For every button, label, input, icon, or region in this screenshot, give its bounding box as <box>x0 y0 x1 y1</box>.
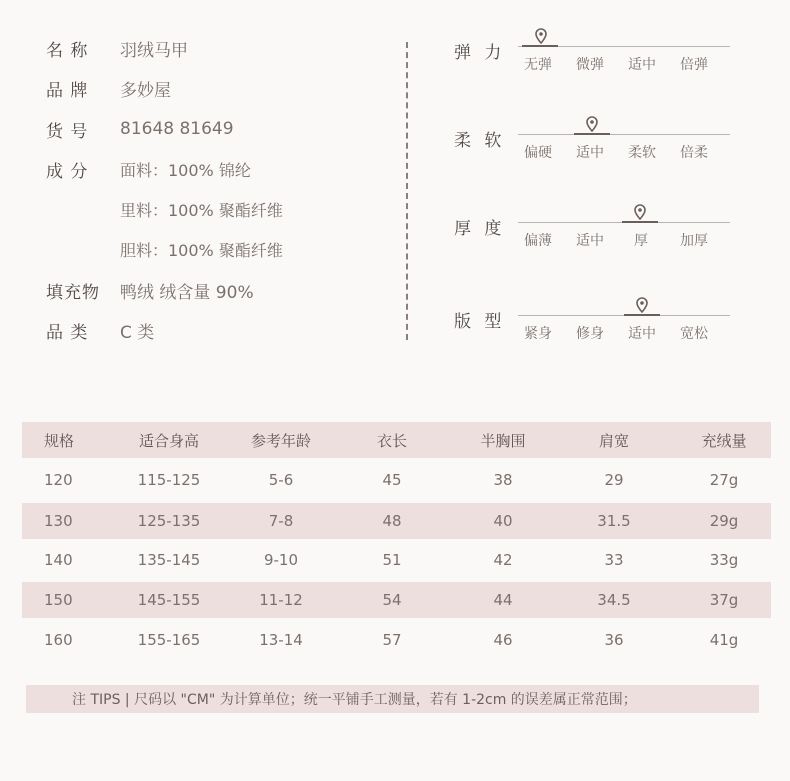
attribute-label: 柔 软 <box>454 131 506 151</box>
table-cell: 38 <box>493 471 513 489</box>
spec-row-lining <box>46 197 283 221</box>
attribute-fit <box>454 307 744 357</box>
table-cell: 5-6 <box>268 471 294 489</box>
option-label: 紧身 <box>524 326 552 342</box>
attribute-label: 弹 力 <box>454 43 506 63</box>
option-label: 修身 <box>576 326 604 342</box>
table-cell: 51 <box>382 551 402 569</box>
location-pin-icon <box>585 116 599 132</box>
spec-label: 成 分 <box>46 161 89 182</box>
table-row <box>22 582 771 618</box>
table-cell: 140 <box>44 551 73 569</box>
table-cell: 48 <box>382 512 402 530</box>
option-label: 适中 <box>628 57 656 73</box>
option-label: 适中 <box>628 326 656 342</box>
table-cell: 130 <box>44 512 73 530</box>
spec-value: C 类 <box>120 322 155 343</box>
table-cell: 34.5 <box>597 591 631 609</box>
spec-value: 面料：100% 锦纶 <box>120 160 251 180</box>
table-cell: 155-165 <box>137 631 201 649</box>
scale-selected-mark <box>622 221 658 223</box>
scale-selected-mark <box>624 314 660 316</box>
option-label: 倍弹 <box>680 57 708 73</box>
spec-row-name <box>46 36 188 60</box>
option-label: 厚 <box>634 233 648 249</box>
table-cell: 11-12 <box>259 591 303 609</box>
attribute-softness <box>454 126 744 176</box>
spec-label: 填充物 <box>46 282 100 303</box>
spec-value: 81648 81649 <box>120 119 234 139</box>
table-cell: 29 <box>604 471 624 489</box>
table-cell: 44 <box>493 591 513 609</box>
option-label: 适中 <box>576 145 604 161</box>
option-label: 柔软 <box>628 145 656 161</box>
table-cell: 40 <box>493 512 513 530</box>
spec-value: 羽绒马甲 <box>120 40 188 61</box>
location-pin-icon <box>534 28 548 44</box>
table-cell: 135-145 <box>137 551 201 569</box>
spec-label: 货 号 <box>46 121 89 142</box>
spec-value: 胆料：100% 聚酯纤维 <box>120 240 283 260</box>
spec-value: 鸭绒 绒含量 90% <box>120 282 254 303</box>
table-cell: 31.5 <box>597 512 631 530</box>
spec-row-brand <box>46 76 171 100</box>
table-header-cell: 肩宽 <box>598 431 630 450</box>
attribute-elasticity <box>454 38 744 88</box>
option-label: 加厚 <box>680 233 708 249</box>
location-pin-icon <box>635 297 649 313</box>
table-cell: 27g <box>709 471 739 489</box>
table-cell: 46 <box>493 631 513 649</box>
scale-selected-mark <box>522 45 558 47</box>
option-label: 宽松 <box>680 326 708 342</box>
table-cell: 29g <box>709 512 739 530</box>
table-header-cell: 充绒量 <box>701 431 747 450</box>
option-label: 无弹 <box>524 57 552 73</box>
table-cell: 115-125 <box>137 471 201 489</box>
table-header-cell: 衣长 <box>376 431 408 450</box>
option-label: 偏薄 <box>524 233 552 249</box>
table-row <box>22 542 771 578</box>
spec-label: 品 牌 <box>46 80 89 101</box>
spec-row-composition <box>46 157 251 181</box>
table-cell: 36 <box>604 631 624 649</box>
table-cell: 54 <box>382 591 402 609</box>
table-cell: 33 <box>604 551 624 569</box>
spec-row-filling <box>46 278 254 302</box>
spec-value: 里料：100% 聚酯纤维 <box>120 200 283 220</box>
table-cell: 42 <box>493 551 513 569</box>
table-cell: 37g <box>709 591 739 609</box>
table-header-cell: 规格 <box>44 431 75 450</box>
option-label: 偏硬 <box>524 145 552 161</box>
table-header-cell: 适合身高 <box>138 431 200 450</box>
table-cell: 145-155 <box>137 591 201 609</box>
table-cell: 57 <box>382 631 402 649</box>
attribute-thickness <box>454 214 744 264</box>
table-cell: 7-8 <box>268 512 294 530</box>
table-cell: 13-14 <box>259 631 303 649</box>
table-cell: 45 <box>382 471 402 489</box>
spec-value: 多妙屋 <box>120 80 171 101</box>
tips-bar <box>26 685 759 713</box>
spec-label: 名 称 <box>46 40 89 61</box>
location-pin-icon <box>633 204 647 220</box>
attribute-label: 版 型 <box>454 312 506 332</box>
table-cell: 120 <box>44 471 73 489</box>
table-row <box>22 503 771 539</box>
table-cell: 125-135 <box>137 512 201 530</box>
table-cell: 150 <box>44 591 73 609</box>
option-label: 适中 <box>576 233 604 249</box>
table-header-cell: 半胸围 <box>480 431 526 450</box>
table-header-row <box>22 422 771 458</box>
attribute-label: 厚 度 <box>454 219 506 239</box>
table-cell: 41g <box>709 631 739 649</box>
spec-row-item-no <box>46 117 234 141</box>
scale-line <box>518 134 730 135</box>
spec-row-category <box>46 318 154 342</box>
table-cell: 33g <box>709 551 739 569</box>
dashed-divider <box>406 42 408 340</box>
table-row <box>22 622 771 658</box>
table-cell: 160 <box>44 631 73 649</box>
scale-selected-mark <box>574 133 610 135</box>
option-label: 倍柔 <box>680 145 708 161</box>
table-cell: 9-10 <box>263 551 299 569</box>
spec-label: 品 类 <box>46 322 89 343</box>
table-header-cell: 参考年龄 <box>250 431 312 450</box>
table-row <box>22 462 771 498</box>
tips-text: 注 TIPS | 尺码以 "CM" 为计算单位；统一平铺手工测量，若有 1-2cm 的误差属正常范围； <box>72 692 637 708</box>
spec-row-inner <box>46 237 283 261</box>
option-label: 微弹 <box>576 57 604 73</box>
